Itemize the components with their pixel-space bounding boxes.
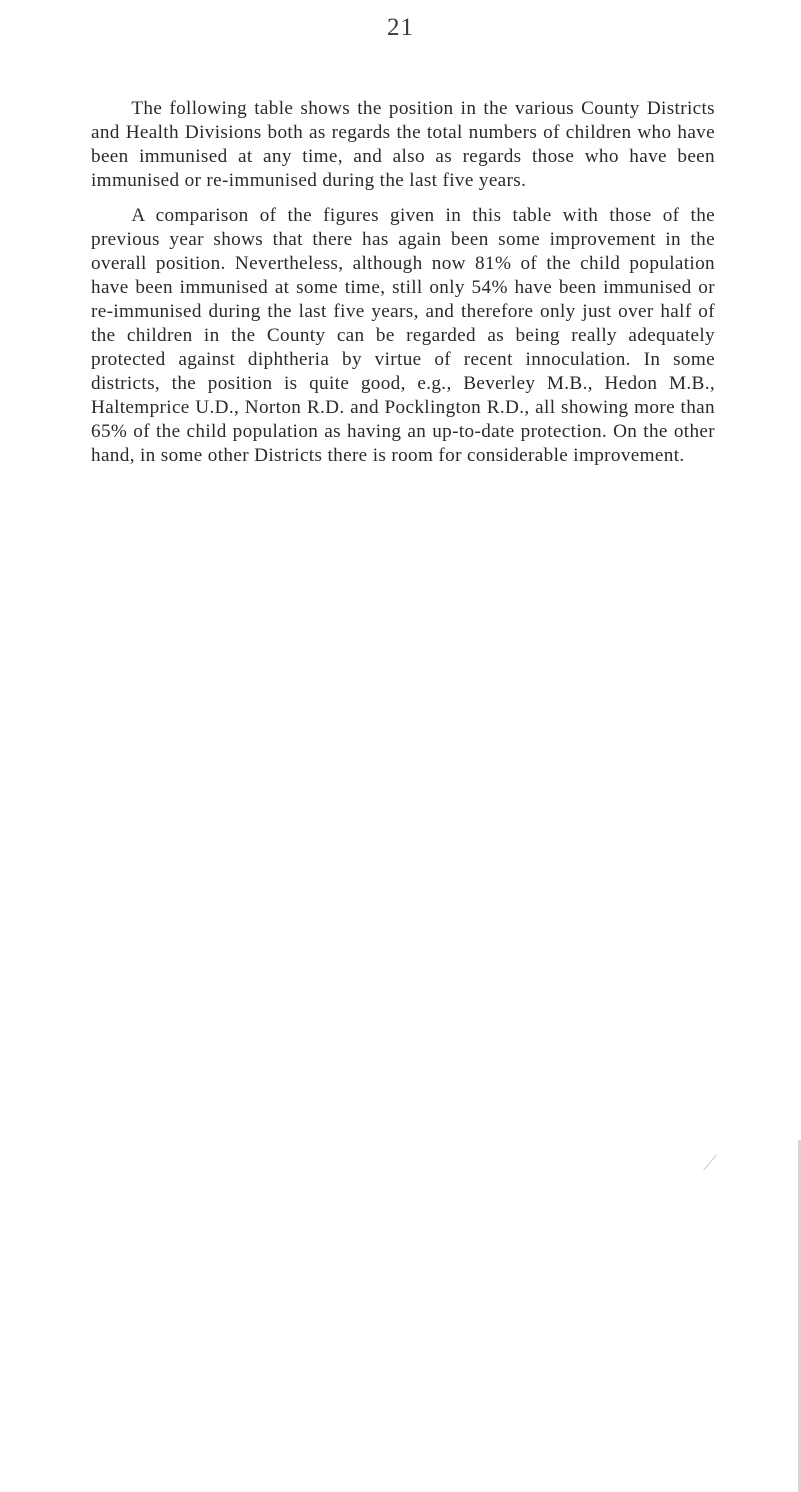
- pencil-mark: [703, 1155, 717, 1171]
- paragraph-intro: The following table shows the position in the various County Districts and Health Divisions both as regards the total numbers of children who have been immunised at any time, and also as regards those who have been immunised or re-immunised during the last five years.: [91, 98, 715, 191]
- paragraph-comparison: A comparison of the figures given in this table with those of the previous year shows that there has again been some improvement in the overall position. Nevertheless, although now 81% of the child population have been immunised at some time, still only 54% have been immunised or re-immunised during the last five years, and therefore only just over half of the children in the County can be regarded as being really adequately protected against diphtheria by virtue of recent innoculation. In some districts, the position is quite good, e.g., Beverley M.B., Hedon M.B., Haltemprice U.D., Norton R.D. and Pocklington R.D., all showing more than 65% of the child population as having an up-to-date protection. On the other hand, in some other Districts there is room for considerable improvement.: [91, 205, 715, 466]
- body-text: [91, 97, 715, 468]
- page-number: 21: [387, 14, 414, 41]
